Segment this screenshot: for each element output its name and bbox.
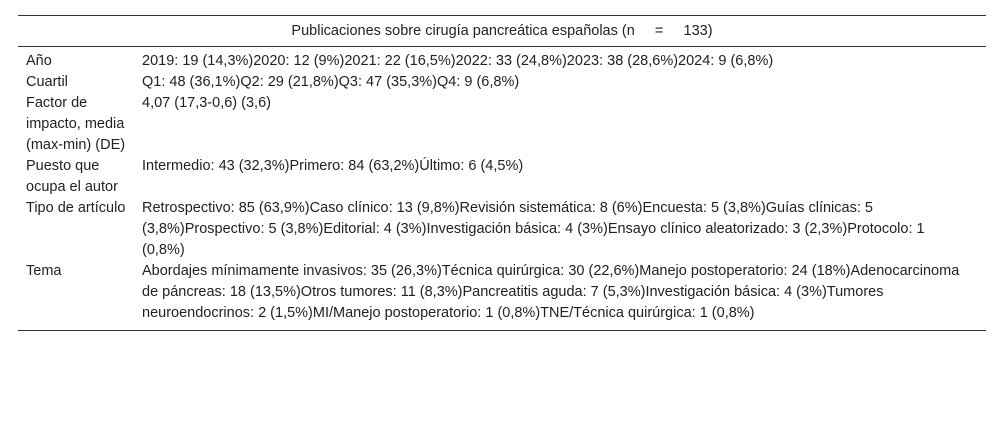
table-body — [18, 47, 986, 331]
row-label-year: Año — [26, 53, 52, 69]
row-value-topic: Abordajes mínimamente invasivos: 35 (26,3%)Técnica quirúrgica: 30 (22,6%)Manejo postoperatorio: 24 (18%)Adenocarcinoma de páncreas: 18 (13,5%)Otros tumores: 11 (8,3%)Pancreatitis aguda: 7 (5,3%)Investigación básica: 4 (3%)Tumores neuroendocrinos: 2 (1,5%)MI/Manejo postoperatorio: 1 (0,8%)TNE/Técnica quirúrgica: 1 (0,8%) — [136, 261, 986, 331]
row-label-impact-factor: Factor de impacto, media (max-min) (DE) — [26, 95, 126, 153]
row-label-author-position: Puesto que ocupa el autor — [26, 158, 118, 195]
row-value-year: 2019: 19 (14,3%)2020: 12 (9%)2021: 22 (16,5%)2022: 33 (24,8%)2023: 38 (28,6%)2024: 9 (6,8%) — [142, 53, 774, 69]
publications-summary-table — [18, 15, 986, 331]
row-value-impact-factor: 4,07 (17,3-0,6) (3,6) — [142, 95, 271, 111]
row-label-quartile: Cuartil — [26, 74, 68, 90]
row-value-author-position: Intermedio: 43 (32,3%)Primero: 84 (63,2%)Último: 6 (4,5%) — [142, 158, 524, 174]
table-row-impact-factor — [18, 93, 986, 156]
table-header — [18, 16, 986, 47]
table-row-author-position — [18, 156, 986, 198]
publications-table-container — [18, 15, 986, 331]
table-row-article-type — [18, 198, 986, 261]
header-row — [18, 16, 986, 47]
table-title: Publicaciones sobre cirugía pancreática españolas (n = 133) — [18, 16, 986, 47]
row-value-article-type: Retrospectivo: 85 (63,9%)Caso clínico: 13 (9,8%)Revisión sistemática: 8 (6%)Encuesta: 5 (3,8%)Guías clínicas: 5 (3,8%)Prospectivo: 5 (3,8%)Editorial: 4 (3%)Investigación básica: 4 (3%)Ensayo clínico aleatorizado: 3 (2,3%)Protocolo: 1 (0,8%) — [142, 200, 925, 258]
row-label-article-type: Tipo de artículo — [26, 200, 126, 216]
row-label-topic: Tema — [18, 261, 136, 331]
row-value-quartile: Q1: 48 (36,1%)Q2: 29 (21,8%)Q3: 47 (35,3%)Q4: 9 (6,8%) — [142, 74, 520, 90]
table-row-year — [18, 47, 986, 73]
table-row-topic — [18, 261, 986, 331]
table-row-quartile — [18, 72, 986, 93]
